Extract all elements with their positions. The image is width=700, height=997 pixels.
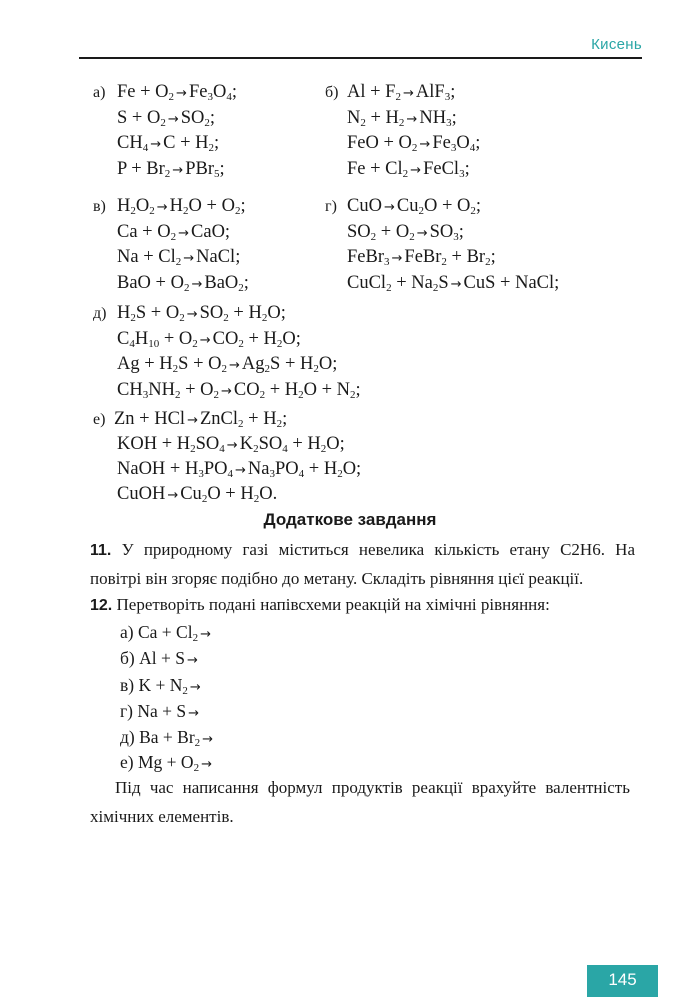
task-text: Перетворіть подані напівсхеми реакцій на хімічні рівняння: (116, 595, 550, 614)
task-text: У природному газі міститься невелика кількість етану C2H6. На повітрі він згоряє подібно до метану. Складіть рівняння цієї реакції. (90, 540, 635, 588)
equation: $CH_3NH_2 + O_2 \to CO_2 + H_2O + N_2$; (117, 380, 361, 401)
equation: $Na + Cl_2$ → NaCl; (117, 247, 241, 268)
equation: $C_4H_{10} + O_2 \to CO_2 + H_2O$; (117, 329, 301, 350)
equation: CuOH → $Cu_2O + H_2O$. (117, 484, 278, 505)
equation: $Fe + Cl_2$ → FeCl$_3$; (347, 159, 470, 180)
reaction-scheme: в) $K + N_2$ → (120, 675, 201, 697)
scheme-label: е) (120, 752, 134, 772)
equation: $H_2S + O_2 \to SO_2 + H_2O$; (117, 303, 286, 324)
equation: $Fe + O_2 \to Fe_3O_4$; (117, 82, 237, 103)
equation: NaOH + $H_3PO_4 \to Na_3PO_4 + H_2O$; (117, 459, 362, 480)
reaction-scheme: б) Al + S → (120, 648, 198, 668)
equation: Zn + HCl → ZnCl$_2$ + $H_2$; (114, 409, 288, 430)
equation: $N_2 + H_2 \to NH_3$; (347, 108, 457, 129)
reaction-scheme: а) $Ca + Cl_2$ → (120, 622, 211, 644)
reaction-scheme: г) Na + S → (120, 701, 200, 721)
task-number: 11. (90, 542, 112, 559)
group-label-d: д) (93, 305, 107, 322)
scheme-label: б) (120, 648, 135, 668)
header-divider (79, 57, 642, 59)
equation: $Al + F_2 \to AlF_3$; (347, 82, 456, 103)
group-label-a: а) (93, 84, 106, 101)
scheme-label: г) (120, 701, 134, 721)
equation: KOH + $H_2SO_4 \to K_2SO_4 + H_2O$; (117, 434, 345, 455)
equation: $CH_4 \to C + H_2$; (117, 133, 220, 154)
reaction-scheme: д) $Ba + Br_2$ → (120, 727, 214, 749)
reaction-scheme: е) $Mg + O_2$ → (120, 752, 212, 774)
task-11 (90, 536, 635, 593)
scheme-label: в) (120, 675, 135, 695)
extra-task-heading: Додаткове завдання (263, 510, 437, 529)
equation: $P + Br_2 \to PBr_5$; (117, 159, 225, 180)
group-label-v: в) (93, 198, 106, 215)
hint-paragraph: Під час написання формул продуктів реакції врахуйте валентність хімічних елементів. (90, 778, 630, 826)
equation: $Ag + H_2S + O_2 \to Ag_2S + H_2O$; (117, 354, 338, 375)
equation: $S + O_2 \to SO_2$; (117, 108, 216, 129)
task-12 (90, 591, 635, 620)
equation: FeO + $O_2 \to Fe_3O_4$; (347, 133, 481, 154)
equation: $Ca + O_2$ → CaO; (117, 222, 231, 243)
equation: FeBr$_3$ → FeBr$_2$ + $Br_2$; (347, 247, 496, 268)
task-number: 12. (90, 597, 113, 614)
section-title: Кисень (591, 36, 642, 53)
group-label-e: е) (93, 411, 106, 428)
group-label-b: б) (325, 84, 339, 101)
page-number: 145 (587, 965, 658, 997)
equation: CuCl$_2$ + $Na_2S$ → CuS + NaCl; (347, 273, 560, 294)
group-label-g: г) (325, 198, 337, 215)
equation: $SO_2 + O_2 \to SO_3$; (347, 222, 464, 243)
scheme-label: а) (120, 622, 134, 642)
equation: CuO → $Cu_2O + O_2$; (347, 196, 481, 217)
equation: BaO + $O_2 \to BaO_2$; (117, 273, 249, 294)
equation: $H_2O_2 \to H_2O + O_2$; (117, 196, 246, 217)
scheme-label: д) (120, 727, 135, 747)
